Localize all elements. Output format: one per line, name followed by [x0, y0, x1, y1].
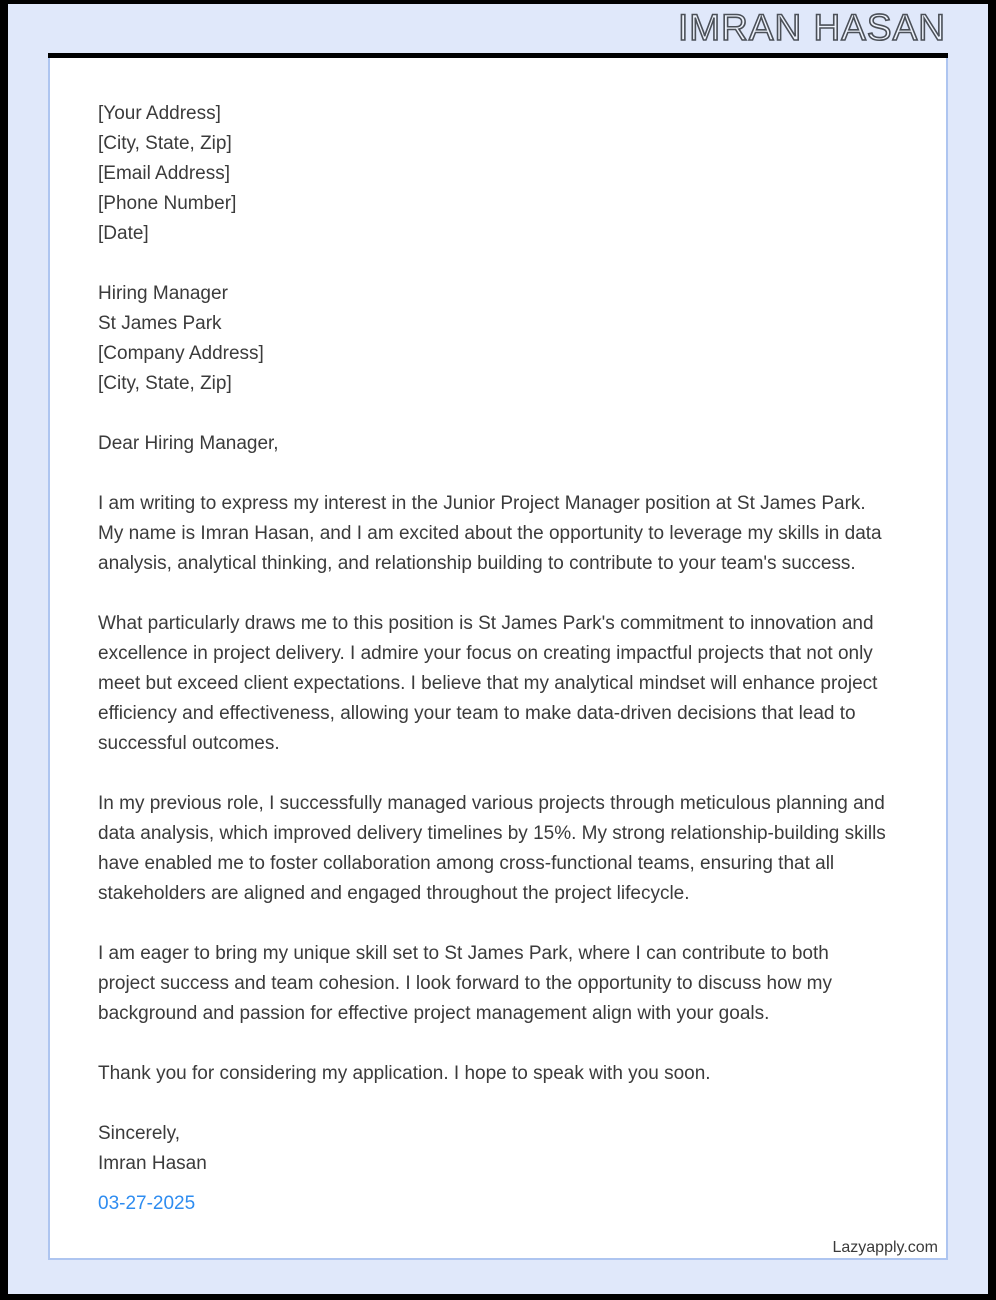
recipient-company-line: St James Park: [98, 313, 222, 334]
recipient-address-line: [Company Address]: [98, 343, 264, 364]
sender-address-line: [Your Address]: [98, 103, 221, 124]
letter-page: [48, 53, 948, 1260]
sender-phone-line: [Phone Number]: [98, 193, 237, 214]
body-paragraph-experience: In my previous role, I successfully managed various projects through meticulous planning and data analysis, which improved delivery timelines by 15%. My strong relationship-building skills have enabled me to foster collaboration among cross-functional teams, ensuring that all stakeholders are aligned and engaged throughout the project lifecycle.: [98, 793, 886, 904]
closing: Sincerely,: [98, 1123, 181, 1144]
body-paragraph-intro: I am writing to express my interest in the Junior Project Manager position at St James Park. My name is Imran Hasan, and I am excited about the opportunity to leverage my skills in data analysis, analytical thinking, and relationship building to contribute to your team's success.: [98, 493, 882, 574]
sender-block: [98, 99, 890, 249]
salutation: Dear Hiring Manager,: [98, 433, 279, 454]
recipient-city-line: [City, State, Zip]: [98, 373, 232, 394]
letter-date: 03-27-2025: [98, 1193, 196, 1214]
sender-date-line: [Date]: [98, 223, 149, 244]
body-paragraph-motivation: What particularly draws me to this position is St James Park's commitment to innovation and excellence in project delivery. I admire your focus on creating impactful projects that not only meet but exceed client expectations. I believe that my analytical mindset will enhance project efficiency and effectiveness, allowing your team to make data-driven decisions that lead to successful outcomes.: [98, 613, 878, 754]
signature-name: Imran Hasan: [98, 1153, 207, 1174]
recipient-block: [98, 279, 890, 399]
body-paragraph-thanks: Thank you for considering my application. I hope to speak with you soon.: [98, 1063, 711, 1084]
sender-city-line: [City, State, Zip]: [98, 133, 232, 154]
body-paragraph-value: I am eager to bring my unique skill set to St James Park, where I can contribute to both project success and team cohesion. I look forward to the opportunity to discuss how my background and passion for effective project management align with your goals.: [98, 943, 832, 1024]
header-divider-bar: [48, 53, 948, 58]
watermark-lazyapply: Lazyapply.com: [832, 1239, 938, 1256]
recipient-name-line: Hiring Manager: [98, 283, 228, 304]
sender-email-line: [Email Address]: [98, 163, 230, 184]
document-background: [8, 4, 988, 1294]
letter-content: [50, 99, 890, 1219]
header-candidate-name: IMRAN HASAN: [678, 7, 946, 48]
